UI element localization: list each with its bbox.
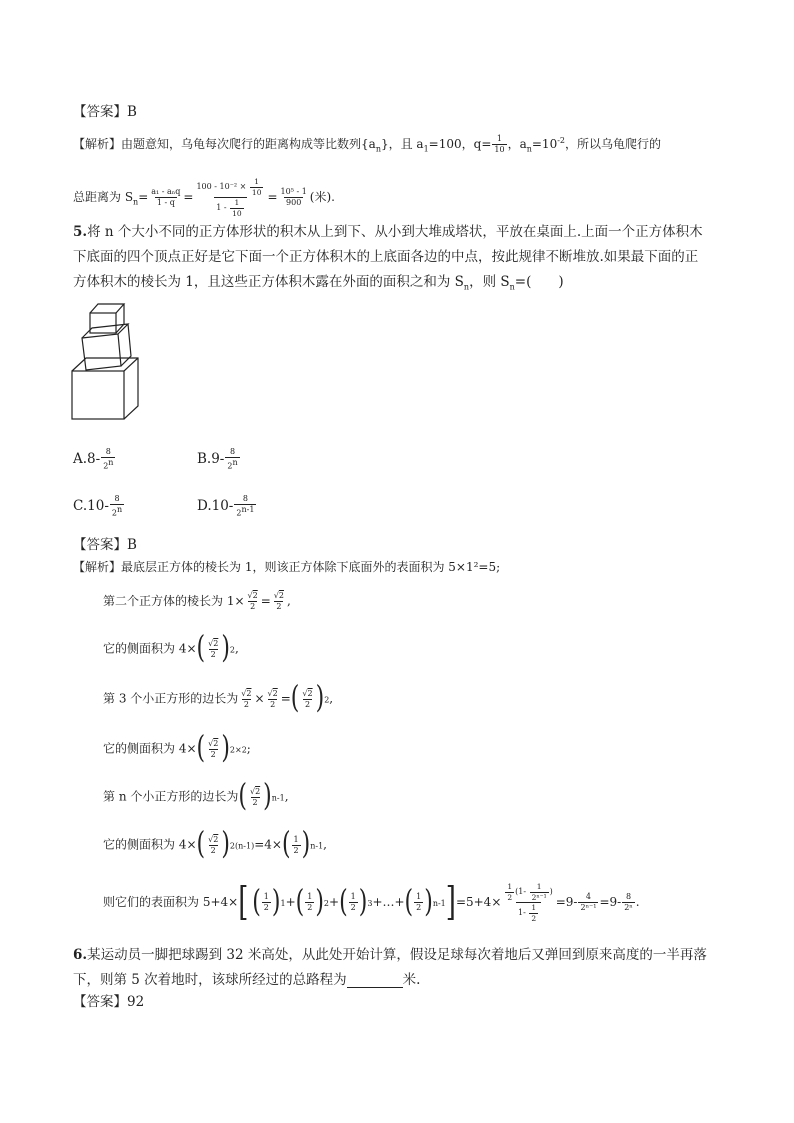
q5-step-4: 它的侧面积为 4×( $\frac{√2}{2}$ )2×2; <box>103 730 251 766</box>
q5-option-c[interactable]: C.10- $\frac{8}{2n}$ <box>73 494 123 518</box>
q6-answer: 【答案】92 <box>73 994 145 1010</box>
q6-answer-blank[interactable] <box>347 975 403 988</box>
q4-answer-value: B <box>127 104 137 120</box>
q5-step-3: 第 3 个小正方形的边长为 $\frac{√2}{2}$ × $\frac{√2}{2}$ =( $\frac{√2}{2}$ )2, <box>103 680 334 716</box>
q4-analysis-label: 【解析】 <box>73 137 122 151</box>
q5-answer: 【答案】B <box>73 537 137 553</box>
q4-answer-label: 【答案】 <box>73 104 127 120</box>
bottom-cube-front <box>72 371 124 419</box>
q4-answer <box>73 100 137 120</box>
q5-stem-line1: 5.将 n 个大小不同的正方体形状的积木从上到下、从小到大堆成塔状，平放在桌面上.上面一个正方体积木 <box>73 224 703 240</box>
q5-number: 5. <box>73 224 88 240</box>
q5-step-1: 第二个正方体的棱长为 1× $\frac{√2}{2}$ = $\frac{√2}{2}$ , <box>103 591 291 611</box>
middle-cube-front <box>82 334 121 370</box>
q5-step-2: 它的侧面积为 4×( $\frac{√2}{2}$ )2, <box>103 630 239 666</box>
q5-stem-line2: 下底面的四个顶点正好是它下面一个正方体积木的上底面各边的中点，按此规律不断堆放.如果最下面的正 <box>73 249 699 265</box>
q5-stem-line3: 方体积木的棱长为 1，且这些正方体积木露在外面的面积之和为 $S_n$，则 $S_n=$( ) <box>73 274 564 292</box>
q5-option-b[interactable]: B.9- $\frac{8}{2n}$ <box>197 447 238 471</box>
q4-analysis-line2: 总距离为 $S_n=$ $\frac{\text{a₁ - aₙq}}{1 - q}$ = 100 - 10⁻² × $\frac{1}{10}$ 1 - $\frac{1}{10}$ = $\frac{\text{10⁵ - 1}}{900}$ (米). <box>73 177 335 218</box>
q5-analysis-first: 【解析】最底层正方体的棱长为 1，则该正方体除下底面外的表面积为 5×1²=5; <box>73 560 501 574</box>
q6-stem-line2: 下，则第 5 次着地时，该球所经过的总路程为 米. <box>73 972 421 988</box>
q5-step-7: 则它们的表面积为 5+4×[ ( $\frac{1}{2}$ )1+( $\frac{1}{2}$ )2+( $\frac{1}{2}$ )3+…+( $\frac{1}{2}$ )n-1]=5+4× $\frac{1}{2}$ (1- $\frac{1}{\text{2ⁿ⁻¹}}$ ) 1- $\frac{1}{2}$ =9- $\frac{4}{\text{2ⁿ⁻¹}}$ =9- $\frac{8}{\text{2ⁿ}}$ . <box>103 880 640 925</box>
q5-option-d[interactable]: D.10- $\frac{8}{2n-1}$ <box>197 494 255 518</box>
q4-analysis-line1: 【解析】由题意知，乌龟每次爬行的距离构成等比数列$\{a_n\}$，且 $a_1=100$，q= $\frac{1}{10}$ ，$a_n=10^{-2}$，所以乌龟爬行的 <box>73 134 662 154</box>
stacked-cubes-figure <box>68 298 144 422</box>
q5-step-6: 它的侧面积为 4×( $\frac{√2}{2}$ )2(n-1)=4×( $\frac{1}{2}$ )n-1, <box>103 826 327 862</box>
q6-stem-line1: 6.某运动员一脚把球踢到 32 米高处，从此处开始计算，假设足球每次着地后又弹回到原来高度的一半再落 <box>73 947 707 963</box>
q5-step-5: 第 n 个小正方形的边长为( $\frac{√2}{2}$ )n-1, <box>103 778 289 814</box>
q6-number: 6. <box>73 947 88 963</box>
q5-option-a[interactable]: A.8- $\frac{8}{2n}$ <box>73 447 114 471</box>
top-cube-front <box>90 313 116 333</box>
